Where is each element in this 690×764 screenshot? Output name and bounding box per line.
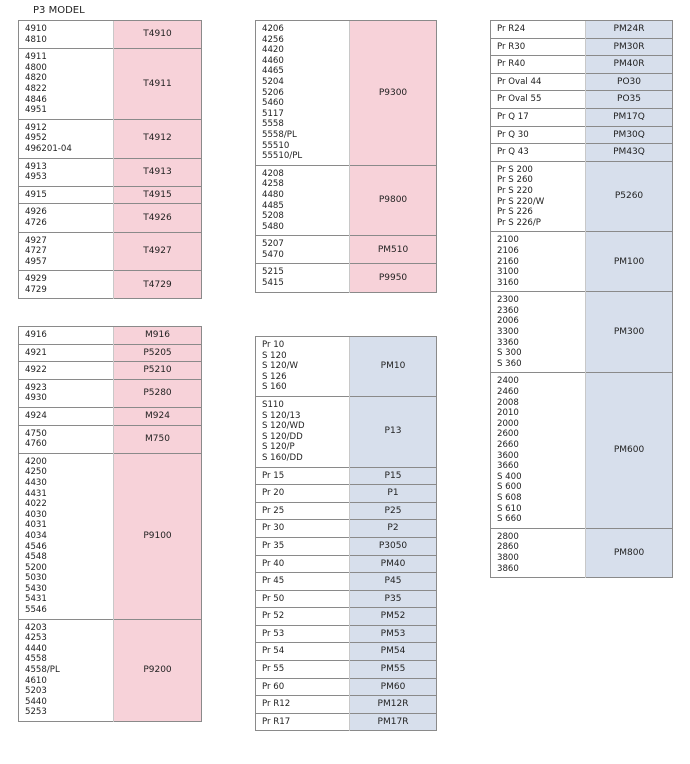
model-cell: PM60: [350, 678, 437, 696]
model-cell: P35: [350, 590, 437, 608]
model-cell: P9200: [114, 619, 202, 721]
part-codes-cell: Pr R30: [491, 38, 586, 56]
model-cell: PM54: [350, 643, 437, 661]
page-title: P3 MODEL: [33, 5, 85, 16]
model-cell: PM800: [586, 528, 673, 577]
part-codes-cell: Pr 45: [256, 573, 350, 591]
model-cell: PM24R: [586, 21, 673, 39]
part-codes-cell: 2400 2460 2008 2010 2000 2600 2660 3600 3660 S 400 S 600 S 608 S 610 S 660: [491, 373, 586, 528]
table-row: [491, 292, 673, 373]
model-cell: P45: [350, 573, 437, 591]
model-cell: PM53: [350, 625, 437, 643]
model-cell: PM10: [350, 337, 437, 397]
part-codes-cell: S110 S 120/13 S 120/WD S 120/DD S 120/P S 160/DD: [256, 396, 350, 467]
table-row: [19, 186, 202, 204]
table-row: [491, 21, 673, 39]
model-cell: PO35: [586, 91, 673, 109]
part-codes-cell: 4203 4253 4440 4558 4558/PL 4610 5203 5440 5253: [19, 619, 114, 721]
table-row: [256, 502, 437, 520]
model-table-t5: [490, 20, 673, 578]
part-codes-cell: Pr 60: [256, 678, 350, 696]
table-row: [491, 108, 673, 126]
part-codes-cell: 4206 4256 4420 4460 4465 5204 5206 5460 5117 5558 5558/PL 55510 55510/PL: [256, 21, 350, 166]
model-cell: P13: [350, 396, 437, 467]
table-row: [19, 344, 202, 362]
table-row: [19, 407, 202, 425]
part-codes-cell: 4750 4760: [19, 425, 114, 453]
model-cell: P2: [350, 520, 437, 538]
table-row: [19, 204, 202, 232]
part-codes-cell: 2800 2860 3800 3860: [491, 528, 586, 577]
part-codes-cell: Pr R17: [256, 713, 350, 731]
model-cell: P9950: [350, 264, 437, 292]
part-codes-cell: Pr 10 S 120 S 120/W S 126 S 160: [256, 337, 350, 397]
table-row: [491, 528, 673, 577]
model-cell: PM40: [350, 555, 437, 573]
table-row: [256, 696, 437, 714]
model-cell: PM300: [586, 292, 673, 373]
table-row: [256, 396, 437, 467]
part-codes-cell: Pr 54: [256, 643, 350, 661]
model-cell: P15: [350, 467, 437, 485]
model-cell: P5280: [114, 379, 202, 407]
model-cell: T4927: [114, 232, 202, 271]
part-codes-cell: 5207 5470: [256, 236, 350, 264]
model-cell: T4913: [114, 158, 202, 186]
part-codes-cell: Pr 20: [256, 485, 350, 503]
model-cell: T4926: [114, 204, 202, 232]
table-row: [256, 520, 437, 538]
model-cell: P5210: [114, 362, 202, 380]
part-codes-cell: Pr 35: [256, 537, 350, 555]
part-codes-cell: Pr R24: [491, 21, 586, 39]
table-row: [19, 619, 202, 721]
table-row: [256, 467, 437, 485]
table-row: [256, 608, 437, 626]
part-codes-cell: 4913 4953: [19, 158, 114, 186]
part-codes-cell: 4922: [19, 362, 114, 380]
model-cell: T4911: [114, 49, 202, 120]
model-cell: P3050: [350, 537, 437, 555]
part-codes-cell: 4921: [19, 344, 114, 362]
part-codes-cell: Pr R12: [256, 696, 350, 714]
part-codes-cell: 4929 4729: [19, 271, 114, 299]
part-codes-cell: 4912 4952 496201-04: [19, 119, 114, 158]
table-row: [256, 678, 437, 696]
part-codes-cell: Pr 50: [256, 590, 350, 608]
part-codes-cell: Pr Oval 44: [491, 73, 586, 91]
table-row: [256, 555, 437, 573]
part-codes-cell: Pr 52: [256, 608, 350, 626]
model-cell: PM100: [586, 232, 673, 292]
part-codes-cell: Pr R40: [491, 56, 586, 74]
part-codes-cell: 2300 2360 2006 3300 3360 S 300 S 360: [491, 292, 586, 373]
part-codes-cell: 4916: [19, 327, 114, 345]
model-cell: T4912: [114, 119, 202, 158]
model-cell: PM17R: [350, 713, 437, 731]
table-row: [491, 91, 673, 109]
model-cell: T4910: [114, 21, 202, 49]
part-codes-cell: Pr 40: [256, 555, 350, 573]
part-codes-cell: 4923 4930: [19, 379, 114, 407]
table-row: [256, 21, 437, 166]
model-cell: M916: [114, 327, 202, 345]
model-table-t2: [18, 326, 202, 722]
table-row: [256, 625, 437, 643]
model-cell: PM40R: [586, 56, 673, 74]
model-cell: P5205: [114, 344, 202, 362]
part-codes-cell: 4910 4810: [19, 21, 114, 49]
table-row: [491, 144, 673, 162]
table-row: [256, 590, 437, 608]
part-codes-cell: Pr 25: [256, 502, 350, 520]
part-codes-cell: Pr Q 17: [491, 108, 586, 126]
table-row: [491, 38, 673, 56]
model-cell: PM55: [350, 661, 437, 679]
table-row: [256, 537, 437, 555]
model-cell: PM510: [350, 236, 437, 264]
part-codes-cell: Pr Q 43: [491, 144, 586, 162]
model-cell: P1: [350, 485, 437, 503]
table-row: [19, 21, 202, 49]
table-row: [19, 49, 202, 120]
part-codes-cell: Pr Oval 55: [491, 91, 586, 109]
table-row: [256, 165, 437, 236]
table-row: [19, 232, 202, 271]
part-codes-cell: 4200 4250 4430 4431 4022 4030 4031 4034 4546 4548 5200 5030 5430 5431 5546: [19, 453, 114, 619]
model-cell: T4915: [114, 186, 202, 204]
part-codes-cell: 2100 2106 2160 3100 3160: [491, 232, 586, 292]
model-cell: PM17Q: [586, 108, 673, 126]
table-row: [256, 337, 437, 397]
table-row: [256, 661, 437, 679]
table-row: [19, 453, 202, 619]
table-row: [19, 362, 202, 380]
part-codes-cell: 4915: [19, 186, 114, 204]
model-cell: PM600: [586, 373, 673, 528]
table-row: [491, 232, 673, 292]
table-row: [19, 158, 202, 186]
model-cell: PO30: [586, 73, 673, 91]
table-row: [19, 425, 202, 453]
model-cell: PM30Q: [586, 126, 673, 144]
model-cell: M750: [114, 425, 202, 453]
table-row: [19, 271, 202, 299]
model-cell: P9800: [350, 165, 437, 236]
part-codes-cell: 4927 4727 4957: [19, 232, 114, 271]
table-row: [19, 379, 202, 407]
model-table-t4: [255, 336, 437, 731]
part-codes-cell: 4208 4258 4480 4485 5208 5480: [256, 165, 350, 236]
table-row: [256, 236, 437, 264]
part-codes-cell: 4911 4800 4820 4822 4846 4951: [19, 49, 114, 120]
model-cell: T4729: [114, 271, 202, 299]
model-cell: P9300: [350, 21, 437, 166]
table-row: [19, 327, 202, 345]
model-cell: P5260: [586, 161, 673, 232]
table-row: [256, 643, 437, 661]
table-row: [491, 126, 673, 144]
model-cell: P9100: [114, 453, 202, 619]
table-row: [256, 713, 437, 731]
table-row: [491, 161, 673, 232]
table-row: [491, 56, 673, 74]
part-codes-cell: Pr 53: [256, 625, 350, 643]
table-row: [491, 73, 673, 91]
part-codes-cell: Pr 55: [256, 661, 350, 679]
part-codes-cell: Pr 30: [256, 520, 350, 538]
table-row: [256, 485, 437, 503]
table-row: [19, 119, 202, 158]
table-row: [256, 264, 437, 292]
part-codes-cell: 4924: [19, 407, 114, 425]
part-codes-cell: Pr S 200 Pr S 260 Pr S 220 Pr S 220/W Pr S 226 Pr S 226/P: [491, 161, 586, 232]
part-codes-cell: Pr 15: [256, 467, 350, 485]
model-table-t1: [18, 20, 202, 299]
table-row: [256, 573, 437, 591]
model-cell: PM52: [350, 608, 437, 626]
model-cell: P25: [350, 502, 437, 520]
model-table-t3: [255, 20, 437, 293]
model-cell: PM12R: [350, 696, 437, 714]
part-codes-cell: 5215 5415: [256, 264, 350, 292]
part-codes-cell: Pr Q 30: [491, 126, 586, 144]
model-cell: PM43Q: [586, 144, 673, 162]
part-codes-cell: 4926 4726: [19, 204, 114, 232]
model-cell: M924: [114, 407, 202, 425]
table-row: [491, 373, 673, 528]
model-cell: PM30R: [586, 38, 673, 56]
